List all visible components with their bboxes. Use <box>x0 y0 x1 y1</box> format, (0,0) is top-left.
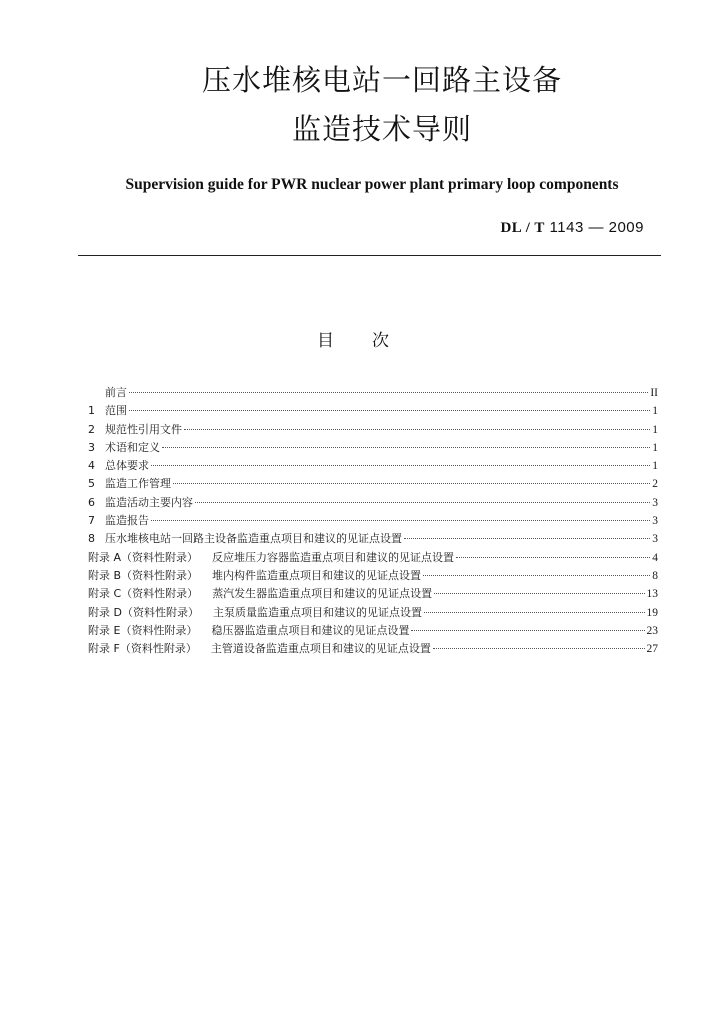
toc-entry-number: 1 <box>88 404 95 418</box>
toc-appendix-entry[interactable] <box>88 567 658 585</box>
toc-entry-title: 术语和定义 <box>105 440 160 454</box>
toc-leader-dots <box>433 648 645 649</box>
toc-entry-title: 堆内构件监造重点项目和建议的见证点设置 <box>212 568 422 582</box>
toc-entry-page: 8 <box>652 569 658 582</box>
toc-appendix-label: 附录 B（资料性附录） <box>88 568 199 582</box>
toc-appendix-label: 附录 A（资料性附录） <box>88 550 199 564</box>
toc-entry-title: 监造工作管理 <box>105 477 171 491</box>
toc-entry-title: 监造活动主要内容 <box>105 495 193 509</box>
toc-leader-dots <box>184 429 650 430</box>
toc-entry[interactable] <box>88 421 658 439</box>
toc-entry-title: 主管道设备监造重点项目和建议的见证点设置 <box>210 642 431 656</box>
toc-leader-dots <box>195 502 650 503</box>
toc-leader-dots <box>162 447 650 448</box>
table-of-contents <box>88 384 658 658</box>
toc-entry-title: 反应堆压力容器监造重点项目和建议的见证点设置 <box>212 550 455 564</box>
toc-entry[interactable] <box>88 457 658 475</box>
toc-entry-page: 1 <box>652 405 658 418</box>
toc-entry[interactable] <box>88 530 658 548</box>
toc-leader-dots <box>151 520 650 521</box>
toc-entry[interactable] <box>88 402 658 420</box>
toc-entry-page: 1 <box>652 423 658 436</box>
toc-heading: 目次 <box>317 331 427 351</box>
toc-entry[interactable] <box>88 475 658 493</box>
toc-entry-title: 稳压器监造重点项目和建议的见证点设置 <box>211 623 410 637</box>
toc-entry[interactable] <box>88 384 658 402</box>
toc-entry-page: 2 <box>652 478 658 491</box>
toc-entry-page: 13 <box>646 588 658 601</box>
toc-entry-title: 主泵质量监造重点项目和建议的见证点设置 <box>212 605 422 619</box>
toc-entry-page: 19 <box>646 606 658 619</box>
document-title-line-1: 压水堆核电站一回路主设备 <box>201 63 562 97</box>
toc-entry-title: 总体要求 <box>105 459 149 473</box>
toc-entry[interactable] <box>88 512 658 530</box>
toc-leader-dots <box>173 483 650 484</box>
toc-entry-title: 监造报告 <box>105 514 149 528</box>
toc-entry-title: 前言 <box>105 386 127 399</box>
toc-entry-page: 1 <box>652 441 658 454</box>
toc-entry-page: 3 <box>652 496 658 509</box>
toc-entry-number: 5 <box>88 477 95 491</box>
toc-entry-page: 3 <box>652 515 658 528</box>
document-title-line-2: 监造技术导则 <box>291 112 472 146</box>
toc-appendix-label: 附录 C（资料性附录） <box>88 587 199 601</box>
toc-leader-dots <box>456 557 650 558</box>
standard-code <box>500 219 644 237</box>
toc-appendix-label: 附录 F（资料性附录） <box>88 642 197 656</box>
toc-entry-number: 3 <box>88 440 95 454</box>
toc-appendix-entry[interactable] <box>88 549 658 567</box>
toc-leader-dots <box>411 630 644 631</box>
toc-entry[interactable] <box>88 494 658 512</box>
toc-appendix-entry[interactable] <box>88 622 658 640</box>
toc-entry[interactable] <box>88 439 658 457</box>
toc-entry-number: 6 <box>88 495 95 509</box>
toc-entry-title: 压水堆核电站一回路主设备监造重点项目和建议的见证点设置 <box>105 532 402 546</box>
toc-entry-number: 8 <box>88 532 95 546</box>
toc-entry-title: 范围 <box>105 404 127 418</box>
standard-code-number: 1143 — 2009 <box>549 219 644 236</box>
toc-leader-dots <box>424 612 645 613</box>
toc-appendix-label: 附录 D（资料性附录） <box>88 605 199 619</box>
toc-entry-page: 1 <box>652 460 658 473</box>
toc-entry-number: 4 <box>88 459 95 473</box>
toc-leader-dots <box>423 575 650 576</box>
toc-leader-dots <box>434 593 644 594</box>
toc-appendix-label: 附录 E（资料性附录） <box>88 623 198 637</box>
toc-entry-title: 规范性引用文件 <box>105 422 182 436</box>
english-title: Supervision guide for PWR nuclear power plant primary loop components <box>125 176 619 193</box>
toc-appendix-entry[interactable] <box>88 604 658 622</box>
toc-entry-page: 3 <box>652 533 658 546</box>
toc-entry-page: II <box>650 387 658 399</box>
toc-entry-number: 2 <box>88 422 95 436</box>
toc-leader-dots <box>129 392 648 393</box>
header-divider <box>78 255 661 256</box>
toc-entry-page: 27 <box>646 643 658 656</box>
toc-leader-dots <box>151 465 650 466</box>
toc-appendix-entry[interactable] <box>88 640 658 658</box>
toc-entry-title: 蒸汽发生器监造重点项目和建议的见证点设置 <box>212 587 433 601</box>
standard-code-prefix: DL / T <box>500 220 545 236</box>
toc-entry-number: 7 <box>88 514 95 528</box>
toc-entry-page: 4 <box>652 551 658 564</box>
toc-leader-dots <box>129 410 650 411</box>
toc-leader-dots <box>404 538 650 539</box>
toc-entry-page: 23 <box>646 624 658 637</box>
toc-appendix-entry[interactable] <box>88 585 658 603</box>
